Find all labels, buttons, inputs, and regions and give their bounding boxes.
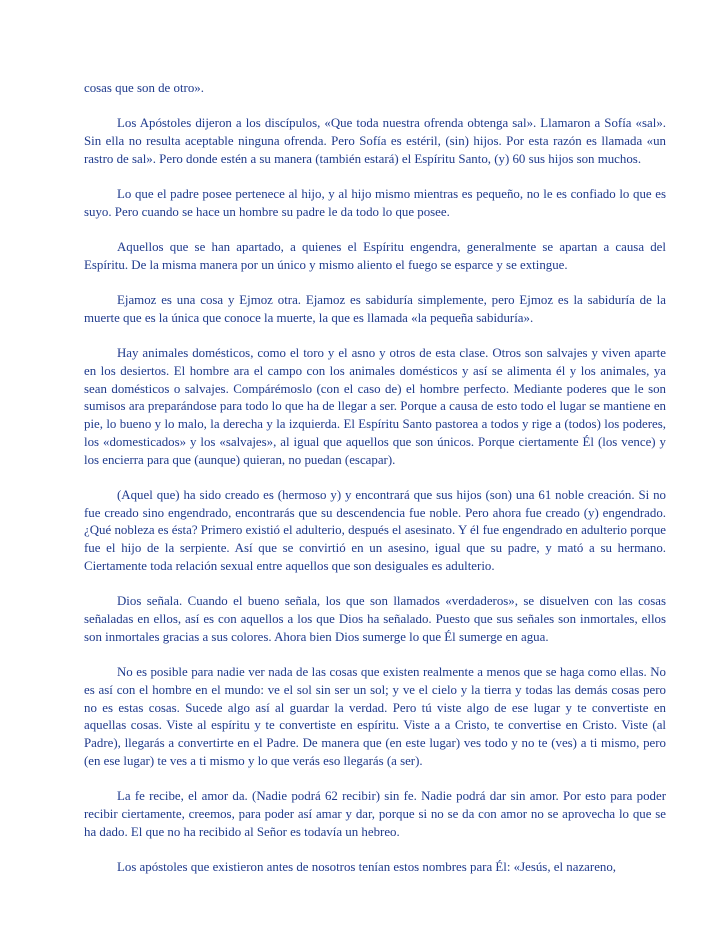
document-page — [84, 80, 666, 894]
paragraph: Hay animales domésticos, como el toro y el asno y otros de esta clase. Otros son salvajes y viven aparte en los desiertos. El hombre ara el campo con los animales domésticos y así se alimenta él y los animales, ya sean domésticos o salvajes. Compárémoslo (con el caso de) el hombre perfecto. Mediante poderes que le son sumisos ara preparándose para todo lo que ha de llegar a ser. Porque a causa de esto todo el lugar se mantiene en pie, lo bueno y lo malo, la derecha y la izquierda. El Espíritu Santo pastorea a todos y rige a (todos) los poderes, los «domesticados» y los «salvajes», al igual que aquellos que son únicos. Porque ciertamente Él (los vence) y los encierra para que (aunque) quieran, no puedan (escapar). — [84, 345, 666, 467]
paragraph: Los apóstoles que existieron antes de nosotros tenían estos nombres para Él: «Jesús, el nazareno, — [117, 860, 617, 874]
paragraph: La fe recibe, el amor da. (Nadie podrá 62 recibir) sin fe. Nadie podrá dar sin amor. Por esto para poder recibir ciertamente, creemos, para poder así amar y dar, porque si no se da con amor no se aprovecha lo que se ha dado. El que no ha recibido al Señor es todavía un hebreo. — [84, 789, 666, 839]
paragraph: cosas que son de otro». — [84, 81, 204, 95]
paragraph: No es posible para nadie ver nada de las cosas que existen realmente a menos que se haga como ellas. No es así con el hombre en el mundo: ve el sol sin ser un sol; y ve el cielo y la tierra y todas las demás cosas pero no es estas cosas. Sucede algo así al guardar la verdad. Pero tú viste algo de ese lugar y te convertiste en aquellas cosas. Viste al espíritu y te convertiste en espíritu. Viste a a Cristo, te convertise en Cristo. Viste (al Padre), llegarás a convertirte en el Padre. De manera que (en este lugar) ves todo y no te (ves) a ti mismo, pero (en ese lugar) te ves a ti mismo y lo que verás eso llegarás (a ser). — [84, 665, 666, 769]
paragraph: Los Apóstoles dijeron a los discípulos, «Que toda nuestra ofrenda obtenga sal». Llamaron a Sofía «sal». Sin ella no resulta aceptable ninguna ofrenda. Pero Sofía es estéril, (sin) hijos. Por esta razón es llamada «un rastro de sal». Pero donde estén a su manera (también estará) el Espíritu Santo, (y) 60 sus hijos son muchos. — [84, 116, 666, 166]
paragraph: Dios señala. Cuando el bueno señala, los que son llamados «verdaderos», se disuelven con las cosas señaladas en ellos, así es con aquellos a los que Dios ha señalado. Puesto que sus señales son inmortales, ellos son inmortales gracias a sus colores. Ahora bien Dios sumerge lo que Él sumerge en agua. — [84, 594, 666, 644]
paragraph: Aquellos que se han apartado, a quienes el Espíritu engendra, generalmente se apartan a causa del Espíritu. De la misma manera por un único y mismo aliento el fuego se esparce y se extingue. — [84, 239, 666, 272]
paragraph: Ejamoz es una cosa y Ejmoz otra. Ejamoz es sabiduría simplemente, pero Ejmoz es la sabiduría de la muerte que es la única que conoce la muerte, la que es llamada «la pequeña sabiduría». — [84, 292, 666, 325]
paragraph: Lo que el padre posee pertenece al hijo, y al hijo mismo mientras es pequeño, no le es confiado lo que es suyo. Pero cuando se hace un hombre su padre le da todo lo que posee. — [84, 186, 666, 219]
paragraph: (Aquel que) ha sido creado es (hermoso y) y encontrará que sus hijos (son) una 61 noble creación. Si no fue creado sino engendrado, encontrarás que su descendencia fue noble. Pero ahora fue creado (y) engendrado. ¿Qué nobleza es ésta? Primero existió el adulterio, después el asesinato. Y él fue engendrado en adulterio porque fue el hijo de la serpiente. Así que se convirtió en un asesino, igual que su padre, y mató a su hermano. Ciertamente toda relación sexual entre aquellos que son desiguales es adulterio. — [84, 487, 666, 574]
